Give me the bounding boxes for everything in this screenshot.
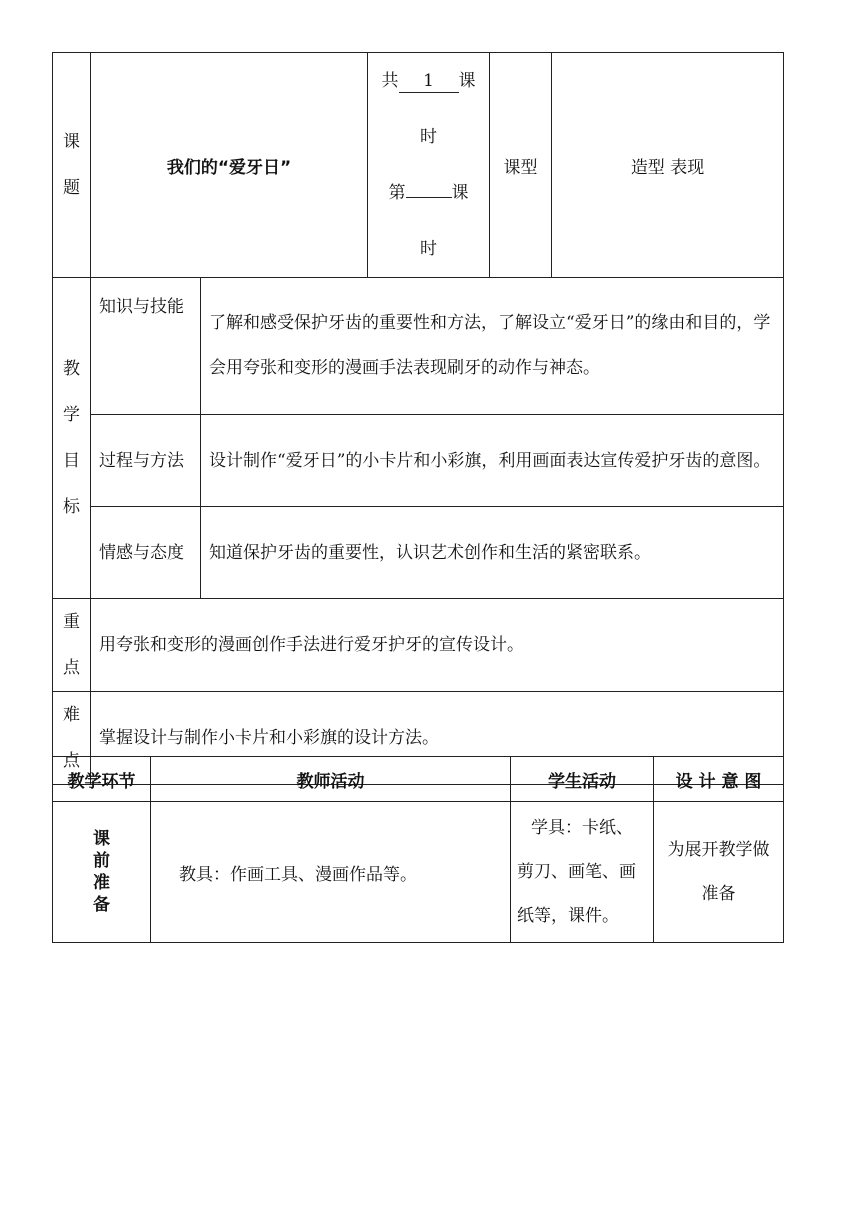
student-activity: 学具：卡纸、剪刀、画笔、画纸等，课件。: [511, 802, 654, 943]
difficulty-text: 掌握设计与制作小卡片和小彩旗的设计方法。: [91, 692, 784, 785]
keti-char-2: 题: [63, 178, 80, 198]
key-point-label-cell: 重 点: [53, 599, 91, 692]
goal-text-emotion: 知道保护牙齿的重要性，认识艺术创作和生活的紧密联系。: [201, 507, 784, 599]
keti-label-cell: [53, 53, 91, 278]
header-teacher: 教师活动: [151, 757, 511, 802]
goal-label-emotion: 情感与态度: [91, 507, 201, 599]
keti-char-1: 课: [63, 132, 80, 152]
hours-cell: 共 1 课 时 第 课 时: [368, 53, 490, 278]
total-hours: 共 1 课: [381, 71, 476, 91]
goal-label-process: 过程与方法: [91, 415, 201, 507]
header-student: 学生活动: [511, 757, 654, 802]
teaching-process-table: [52, 756, 784, 943]
type-value: 造型 表现: [552, 53, 784, 278]
design-intent: 为展开教学做准备: [654, 802, 784, 943]
table-row: [53, 802, 784, 943]
header-intent: 设 计 意 图: [654, 757, 784, 802]
goal-label-knowledge: 知识与技能: [91, 278, 201, 415]
current-hour-value: [406, 197, 452, 198]
lesson-info-table: [52, 52, 784, 785]
type-label: 课型: [490, 53, 552, 278]
lesson-title: 我们的“爱牙日”: [91, 53, 368, 278]
header-stage: 教学环节: [53, 757, 151, 802]
goal-text-process: 设计制作“爱牙日”的小卡片和小彩旗，利用画面表达宣传爱护牙齿的意图。: [201, 415, 784, 507]
key-point-text: 用夸张和变形的漫画创作手法进行爱牙护牙的宣传设计。: [91, 599, 784, 692]
goals-label-cell: 教 学 目 标: [53, 278, 91, 599]
teacher-activity: 教具：作画工具、漫画作品等。: [151, 802, 511, 943]
total-hours-value: 1: [399, 70, 459, 93]
current-hour: 第 课: [388, 183, 469, 203]
stage-cell: 课 前 准 备: [53, 802, 151, 943]
goal-text-knowledge: 了解和感受保护牙齿的重要性和方法，了解设立“爱牙日”的缘由和目的，学会用夸张和变形的漫画手法表现刷牙的动作与神态。: [201, 278, 784, 415]
difficulty-label-cell: 难 点: [53, 692, 91, 785]
